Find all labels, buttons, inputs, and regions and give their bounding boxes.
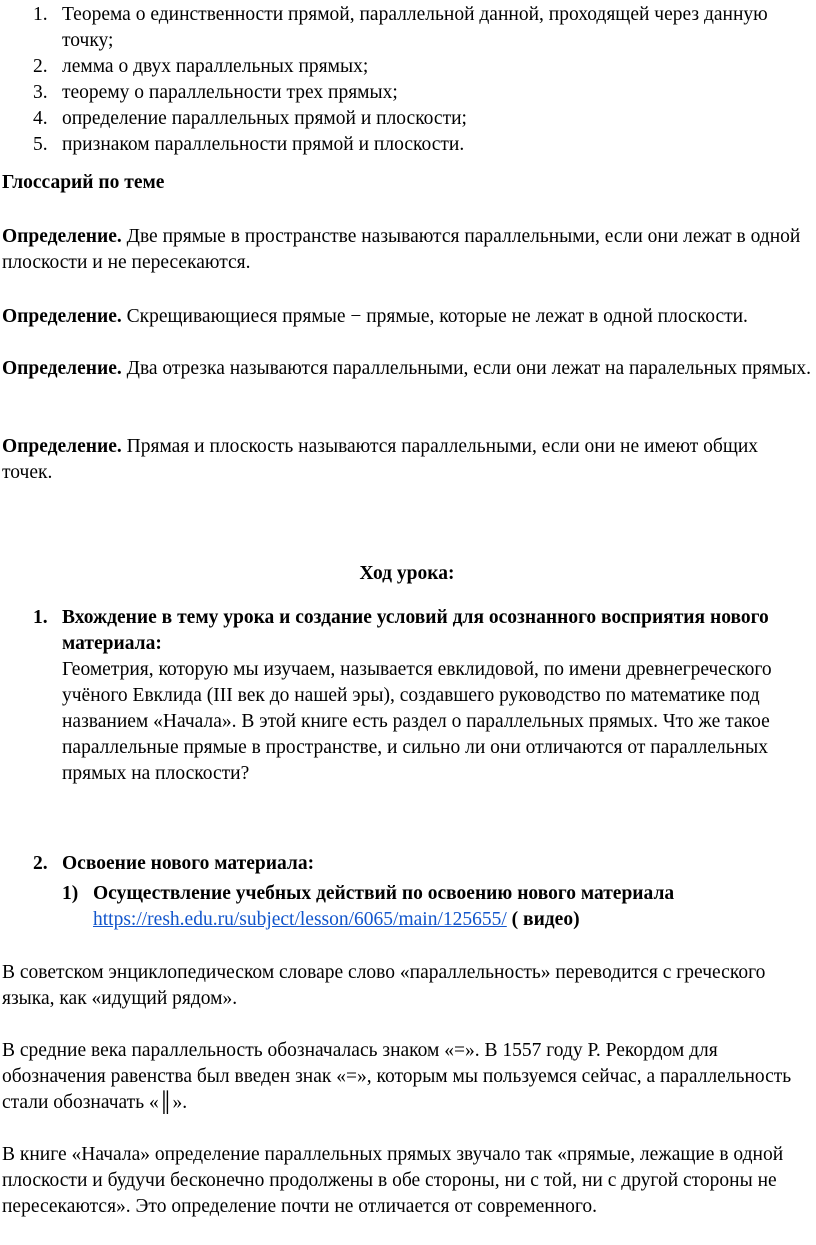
definition-paragraph: [2, 434, 812, 486]
definition-paragraph: [2, 304, 812, 330]
section-body: Геометрия, которую мы изучаем, называется евклидовой, по имени древнегреческого учёного Евклида (III век до нашей эры), создавшего руководство по математике под названием «Начала». В этой книге есть раздел о параллельных прямых. Что же такое параллельные прямые в пространстве, и сильно ли они отличаются от параллельных прямых на плоскости?: [62, 659, 772, 784]
list-number: 5.: [33, 134, 48, 155]
list-item: [0, 2, 800, 54]
list-text: теорему о параллельности трех прямых;: [62, 82, 398, 103]
intro-list: [0, 2, 800, 158]
list-item: [0, 132, 800, 158]
list-item: [0, 80, 800, 106]
list-text: Теорема о единственности прямой, параллельной данной, проходящей через данную точку;: [62, 4, 768, 51]
body-paragraph: В советском энциклопедическом словаре слово «параллельность» переводится с греческого языка, как «идущий рядом».: [2, 962, 766, 1009]
definition-text: Скрещивающиеся прямые − прямые, которые не лежат в одной плоскости.: [121, 306, 748, 327]
list-text: определение параллельных прямой и плоскости;: [62, 108, 467, 129]
list-text: признаком параллельности прямой и плоскости.: [62, 134, 465, 155]
definition-text: Две прямые в пространстве называются параллельными, если они лежат в одной плоскости и не пересекаются.: [2, 226, 801, 273]
list-number: 3.: [33, 82, 48, 103]
lesson-section-2: [0, 851, 812, 877]
list-number: 1.: [33, 4, 48, 25]
section-number: 1.: [33, 607, 48, 628]
definition-label: Определение.: [2, 226, 122, 247]
definition-paragraph: [2, 224, 812, 276]
subsection-content: [0, 881, 812, 933]
lesson-section-1: [0, 605, 812, 787]
list-item: [0, 54, 800, 80]
body-paragraph: В средние века параллельность обозначалась знаком «=». В 1557 году Р. Рекордом для обозначения равенства был введен знак «=», которым мы пользуемся сейчас, а параллельность стали обозначать «║».: [2, 1040, 792, 1113]
section-title: Вхождение в тему урока и создание условий для осознанного восприятия нового материала:: [62, 607, 769, 654]
definition-text: Два отрезка называются параллельными, если они лежат на паралельных прямых.: [121, 358, 812, 379]
subsection-title: Осуществление учебных действий по освоению нового материала: [93, 883, 675, 904]
lesson-heading: Ход урока:: [359, 563, 455, 584]
section-number: 2.: [33, 853, 48, 874]
list-text: лемма о двух параллельных прямых;: [62, 56, 369, 77]
definition-label: Определение.: [2, 436, 122, 457]
definition-paragraph: [2, 356, 812, 382]
glossary-heading: Глоссарий по теме: [2, 172, 165, 193]
definition-label: Определение.: [2, 358, 122, 379]
definition-text: Прямая и плоскость называются параллельными, если они не имеют общих точек.: [2, 436, 759, 483]
link-suffix: ( видео): [506, 909, 580, 930]
definition-label: Определение.: [2, 306, 122, 327]
list-item: [0, 106, 800, 132]
video-link[interactable]: https://resh.edu.ru/subject/lesson/6065/main/125655/: [93, 909, 507, 930]
section-title: Освоение нового материала:: [62, 853, 315, 874]
list-number: 2.: [33, 56, 48, 77]
lesson-subsection: [0, 881, 812, 933]
list-number: 4.: [33, 108, 48, 129]
body-paragraph: В книге «Начала» определение параллельных прямых звучало так «прямые, лежащие в одной плоскости и будучи бесконечно продолжены в обе стороны, ни с той, ни с другой стороны не пересекаются». Это определение почти не отличается от современного.: [2, 1144, 784, 1217]
subsection-number: 1): [62, 883, 79, 904]
